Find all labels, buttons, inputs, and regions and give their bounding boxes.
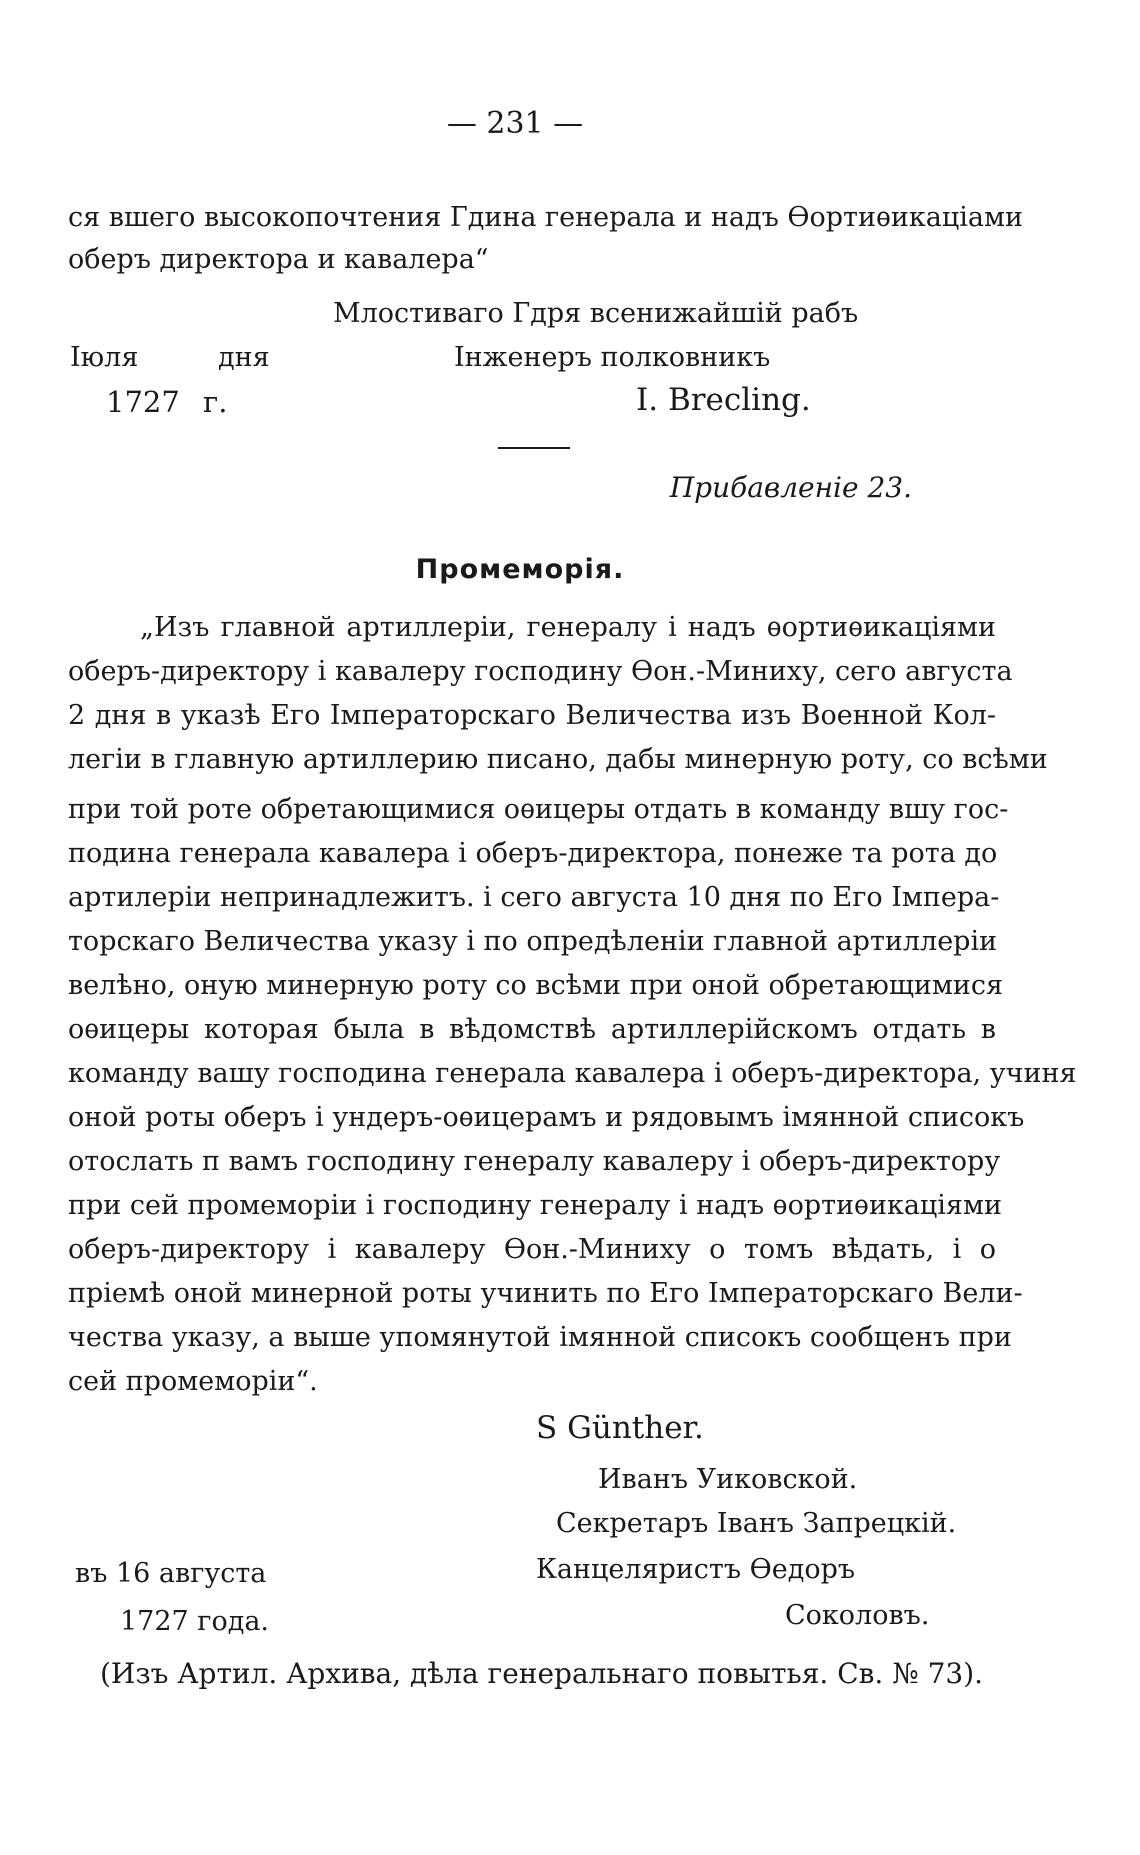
- letter-signature: I. Brecling.: [636, 382, 811, 418]
- body-line-9: велѣно, оную минерную роту со всѣми при оной обретающимися: [68, 970, 1004, 1001]
- body-line-8: торскаго Величества указу i по опредѣленiи главной артиллерiи: [68, 926, 998, 957]
- body-line-3: 2 дня в указѣ Его Iмператорскаго Величества изъ Военной Кол-: [68, 700, 996, 731]
- letter-line-1: ся вшего высокопочтения Гдина генерала и надъ Ѳортиѳикацiами: [68, 202, 1023, 233]
- letter-line-2: оберъ директора и кавалера“: [68, 244, 489, 275]
- body-line-13: отослать п вамъ господину генералу кавалеру i оберъ-директору: [68, 1146, 1001, 1177]
- page-number: — 231 —: [446, 106, 584, 141]
- bottom-date-line-1: въ 16 августа: [75, 1558, 267, 1589]
- appendix-label: Прибавленiе 23.: [669, 471, 912, 504]
- body-line-16: прiемѣ оной минерной роты учинить по Его Iмператорскаго Вели-: [68, 1278, 1023, 1309]
- letter-rank: Iнженеръ полковникъ: [454, 342, 771, 373]
- document-heading: Промеморiя.: [415, 554, 625, 585]
- letter-date-g: г.: [203, 385, 228, 419]
- body-line-15: оберъ-директору i кавалеру Ѳон.-Миниху о томъ вѣдать, i о: [68, 1234, 996, 1265]
- letter-date-month: Iюля: [70, 342, 139, 373]
- body-line-6: подина генерала кавалера i оберъ-директора, понеже та рота до: [68, 838, 998, 869]
- body-line-5: при той роте обретающимися оѳицеры отдать в команду вшу гос-: [68, 794, 1009, 825]
- letter-closing: Млостиваго Гдря всенижайшiй рабъ: [333, 298, 859, 329]
- body-line-18: сей промеморiи“.: [68, 1366, 318, 1397]
- body-line-4: легiи в главную артиллерию писано, дабы минерную роту, со всѣми: [68, 744, 1048, 775]
- body-line-1: „Изъ главной артиллерiи, генералу i надъ ѳортиѳикацiями: [140, 612, 996, 643]
- letter-date-year: 1727: [106, 385, 180, 419]
- bottom-date-line-2: 1727 года.: [120, 1606, 270, 1637]
- body-line-11: команду вашу господина генерала кавалера i оберъ-директора, учиня: [68, 1058, 1077, 1089]
- body-line-7: артилерiи непринадлежитъ. i сего августа 10 дня по Его Iмпера-: [68, 882, 1000, 913]
- body-line-12: оной роты оберъ i ундеръ-оѳицерамъ и рядовымъ iмянной списокъ: [68, 1102, 1025, 1133]
- source-note: (Изъ Артил. Архива, дѣла генеральнаго повытья. Св. № 73).: [100, 1657, 984, 1690]
- signatory-clerk: Канцеляристъ Ѳедоръ: [536, 1554, 856, 1585]
- section-divider: [498, 447, 570, 449]
- body-line-14: при сей промеморiи i господину генералу i надъ ѳортиѳикацiями: [68, 1190, 1002, 1221]
- body-line-10: оѳицеры которая была в вѣдомствѣ артиллерiйскомъ отдать в: [68, 1014, 996, 1045]
- signatory-sokolov: Соколовъ.: [785, 1600, 930, 1631]
- signatory-gunther: S Günther.: [536, 1410, 704, 1446]
- signatory-secretary: Секретаръ Iванъ Запрецкiй.: [556, 1508, 957, 1539]
- letter-date-day: дня: [218, 342, 270, 373]
- signatory-ivan: Иванъ Уиковской.: [598, 1464, 858, 1495]
- body-line-2: оберъ-директору i кавалеру господину Ѳон.-Миниху, сего августа: [68, 656, 1013, 687]
- body-line-17: чества указу, а выше упомянутой iмянной списокъ сообщенъ при: [68, 1322, 1012, 1353]
